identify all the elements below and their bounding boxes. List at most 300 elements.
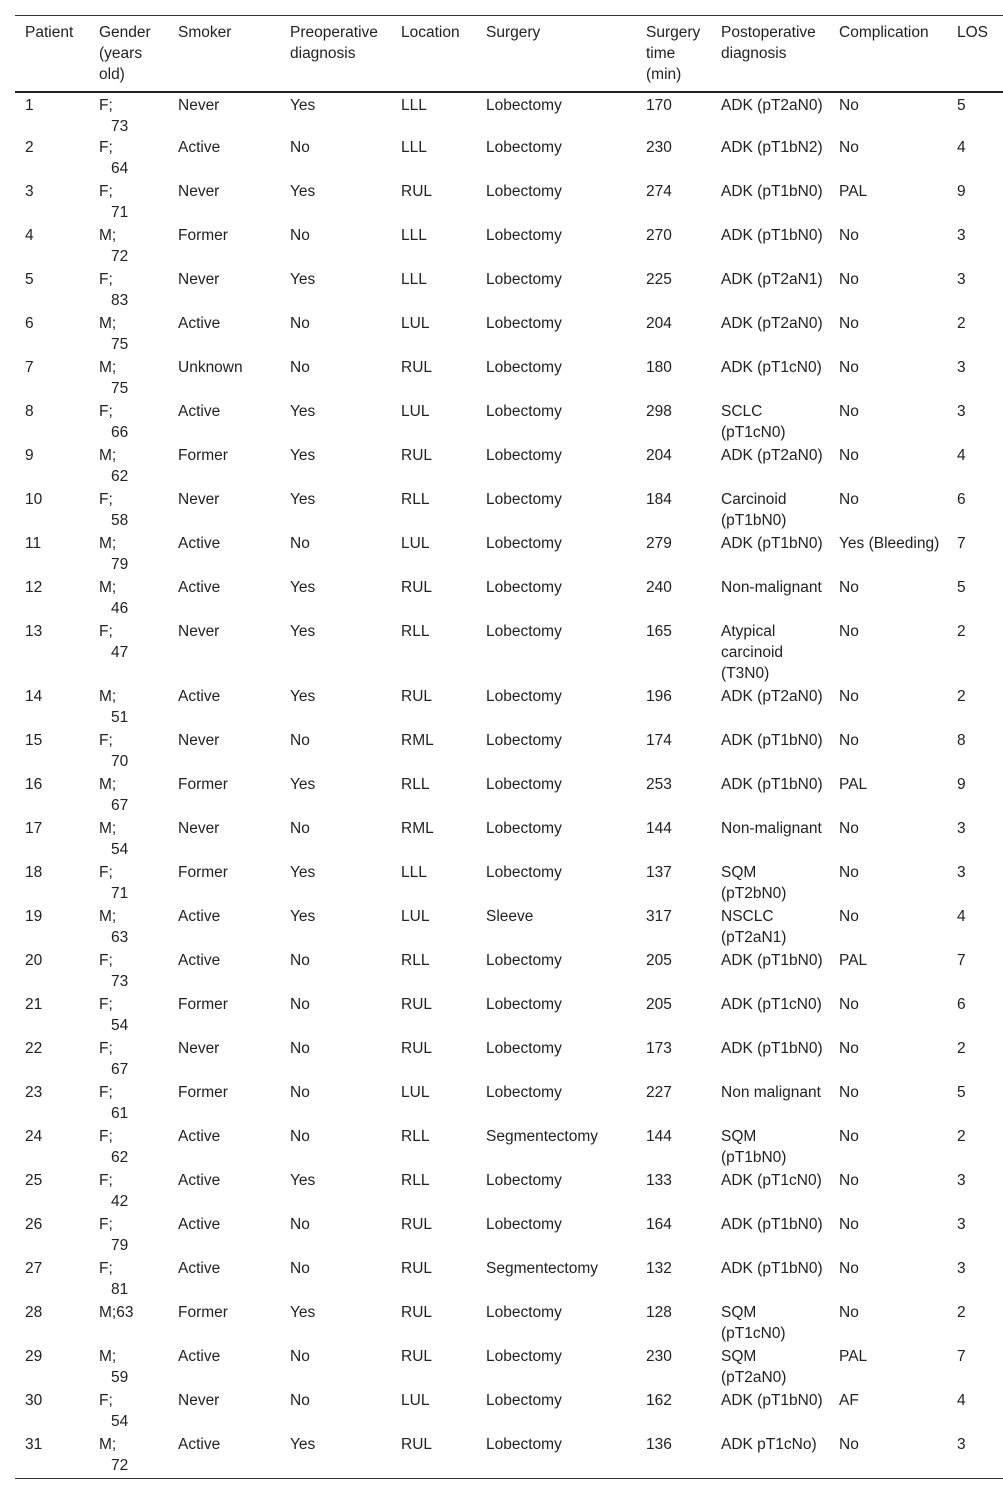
- cell-preoperative-diagnosis: No: [290, 1348, 310, 1365]
- table-row: [15, 1434, 1003, 1478]
- cell-location: RUL: [401, 1348, 433, 1365]
- cell-los: 3: [957, 403, 966, 420]
- cell-patient: 21: [25, 996, 43, 1013]
- cell-los: 3: [957, 1260, 966, 1277]
- cell-preoperative-diagnosis: Yes: [290, 776, 316, 793]
- age-value: 72: [111, 1457, 129, 1474]
- cell-postoperative-diagnosis: ADK (pT2aN0): [721, 315, 823, 332]
- gender-value: F;: [99, 183, 113, 200]
- cell-patient: 14: [25, 688, 43, 705]
- cell-location: RUL: [401, 688, 433, 705]
- cell-patient: 7: [25, 359, 34, 376]
- header-surgery-time: Surgery time (min): [646, 24, 701, 83]
- table-row: [15, 445, 1003, 489]
- cell-surgery: Lobectomy: [486, 491, 562, 508]
- cell-preoperative-diagnosis: Yes: [290, 908, 316, 925]
- table-row: [15, 489, 1003, 533]
- cell-gender: [89, 269, 168, 313]
- cell-surgery-time: 317: [646, 908, 672, 925]
- cell-los: 6: [957, 491, 966, 508]
- cell-patient: 18: [25, 864, 43, 881]
- table-row: [15, 137, 1003, 181]
- cell-smoker: Former: [178, 1304, 228, 1321]
- cell-smoker: Former: [178, 447, 228, 464]
- cell-surgery-time: 279: [646, 535, 672, 552]
- cell-surgery-time: 136: [646, 1436, 672, 1453]
- cell-postoperative-diagnosis: ADK (pT1bN0): [721, 1392, 823, 1409]
- cell-complication: No: [839, 996, 859, 1013]
- cell-complication: PAL: [839, 183, 868, 200]
- cell-preoperative-diagnosis: No: [290, 952, 310, 969]
- cell-preoperative-diagnosis: No: [290, 227, 310, 244]
- age-value: 75: [111, 380, 129, 397]
- cell-smoker: Never: [178, 732, 220, 749]
- gender-value: M;: [99, 579, 117, 596]
- header-los: LOS: [957, 24, 989, 41]
- header-row: [15, 16, 1003, 93]
- cell-smoker: Former: [178, 1084, 228, 1101]
- cell-preoperative-diagnosis: No: [290, 1216, 310, 1233]
- cell-complication: PAL: [839, 776, 868, 793]
- age-value: 67: [111, 797, 129, 814]
- cell-location: RUL: [401, 359, 433, 376]
- cell-smoker: Active: [178, 139, 221, 156]
- cell-surgery: Lobectomy: [486, 1084, 562, 1101]
- cell-surgery-time: 253: [646, 776, 672, 793]
- cell-gender: [89, 1126, 168, 1170]
- gender-value: M;: [99, 908, 117, 925]
- cell-smoker: Active: [178, 1436, 221, 1453]
- age-value: 73: [111, 973, 129, 990]
- cell-surgery-time: 173: [646, 1040, 672, 1057]
- table-row: [15, 1390, 1003, 1434]
- cell-postoperative-diagnosis: Non-malignant: [721, 820, 822, 837]
- cell-smoker: Active: [178, 1260, 221, 1277]
- cell-gender: [89, 225, 168, 269]
- gender-value: M;: [99, 447, 117, 464]
- cell-postoperative-diagnosis: ADK (pT1cN0): [721, 996, 822, 1013]
- cell-los: 5: [957, 1084, 966, 1101]
- cell-gender: [89, 181, 168, 225]
- header-complication: Complication: [839, 24, 929, 41]
- cell-location: LUL: [401, 1084, 430, 1101]
- cell-preoperative-diagnosis: No: [290, 1260, 310, 1277]
- cell-complication: No: [839, 688, 859, 705]
- age-value: 71: [111, 885, 129, 902]
- cell-postoperative-diagnosis: ADK (pT1bN0): [721, 535, 823, 552]
- cell-smoker: Never: [178, 183, 220, 200]
- cell-location: LLL: [401, 139, 427, 156]
- cell-postoperative-diagnosis: ADK (pT1cN0): [721, 359, 822, 376]
- gender-value: F;: [99, 1128, 113, 1145]
- cell-surgery: Lobectomy: [486, 1392, 562, 1409]
- cell-patient: 29: [25, 1348, 43, 1365]
- cell-location: RUL: [401, 447, 433, 464]
- cell-patient: 9: [25, 447, 34, 464]
- cell-gender: [89, 577, 168, 621]
- table-row: [15, 401, 1003, 445]
- header-surgery: Surgery: [486, 24, 541, 41]
- cell-surgery: Lobectomy: [486, 996, 562, 1013]
- gender-value: F;: [99, 271, 113, 288]
- cell-surgery-time: 240: [646, 579, 672, 596]
- cell-location: LUL: [401, 535, 430, 552]
- cell-gender: [89, 994, 168, 1038]
- cell-surgery-time: 205: [646, 952, 672, 969]
- cell-complication: No: [839, 1172, 859, 1189]
- cell-gender: [89, 1214, 168, 1258]
- cell-gender: [89, 1302, 168, 1346]
- cell-complication: No: [839, 315, 859, 332]
- gender-value: F;: [99, 1260, 113, 1277]
- cell-preoperative-diagnosis: Yes: [290, 1172, 316, 1189]
- cell-surgery: Segmentectomy: [486, 1128, 598, 1145]
- cell-patient: 15: [25, 732, 43, 749]
- cell-patient: 10: [25, 491, 43, 508]
- cell-location: RUL: [401, 1216, 433, 1233]
- cell-surgery-time: 227: [646, 1084, 672, 1101]
- cell-smoker: Active: [178, 908, 221, 925]
- table-row: [15, 1170, 1003, 1214]
- cell-postoperative-diagnosis: Carcinoid (pT1bN0): [721, 491, 787, 529]
- cell-location: RLL: [401, 623, 430, 640]
- age-value: 54: [111, 1017, 129, 1034]
- cell-los: 4: [957, 139, 966, 156]
- cell-surgery-time: 205: [646, 996, 672, 1013]
- cell-patient: 4: [25, 227, 34, 244]
- cell-location: RUL: [401, 996, 433, 1013]
- gender-value: M;: [99, 688, 117, 705]
- cell-location: RLL: [401, 1172, 430, 1189]
- cell-smoker: Former: [178, 776, 228, 793]
- cell-complication: PAL: [839, 952, 868, 969]
- cell-surgery-time: 274: [646, 183, 672, 200]
- cell-postoperative-diagnosis: ADK (pT1bN0): [721, 183, 823, 200]
- cell-postoperative-diagnosis: SQM (pT2bN0): [721, 864, 787, 902]
- cell-surgery: Segmentectomy: [486, 1260, 598, 1277]
- cell-location: LUL: [401, 403, 430, 420]
- cell-patient: 3: [25, 183, 34, 200]
- cell-complication: No: [839, 579, 859, 596]
- cell-los: 5: [957, 579, 966, 596]
- cell-complication: No: [839, 227, 859, 244]
- age-value: 79: [111, 1237, 129, 1254]
- cell-postoperative-diagnosis: SQM (pT2aN0): [721, 1348, 787, 1386]
- cell-patient: 2: [25, 139, 34, 156]
- cell-surgery-time: 225: [646, 271, 672, 288]
- table-row: [15, 1346, 1003, 1390]
- cell-preoperative-diagnosis: Yes: [290, 447, 316, 464]
- cell-surgery: Lobectomy: [486, 776, 562, 793]
- cell-patient: 31: [25, 1436, 43, 1453]
- cell-postoperative-diagnosis: ADK (pT1cN0): [721, 1172, 822, 1189]
- cell-complication: No: [839, 491, 859, 508]
- table-row: [15, 1214, 1003, 1258]
- table-row: [15, 818, 1003, 862]
- cell-los: 2: [957, 1304, 966, 1321]
- gender-value: M;: [99, 1436, 117, 1453]
- cell-postoperative-diagnosis: ADK (pT2aN0): [721, 97, 823, 114]
- cell-postoperative-diagnosis: SQM (pT1cN0): [721, 1304, 786, 1342]
- cell-postoperative-diagnosis: SCLC (pT1cN0): [721, 403, 786, 441]
- cell-location: RUL: [401, 1304, 433, 1321]
- cell-gender: [89, 906, 168, 950]
- cell-surgery: Lobectomy: [486, 359, 562, 376]
- cell-patient: 16: [25, 776, 43, 793]
- cell-surgery-time: 165: [646, 623, 672, 640]
- cell-complication: No: [839, 271, 859, 288]
- gender-value: F;: [99, 403, 113, 420]
- cell-patient: 13: [25, 623, 43, 640]
- cell-patient: 19: [25, 908, 43, 925]
- cell-preoperative-diagnosis: Yes: [290, 688, 316, 705]
- cell-postoperative-diagnosis: ADK (pT1bN0): [721, 1260, 823, 1277]
- cell-gender: [89, 445, 168, 489]
- cell-postoperative-diagnosis: SQM (pT1bN0): [721, 1128, 787, 1166]
- cell-smoker: Never: [178, 97, 220, 114]
- cell-preoperative-diagnosis: Yes: [290, 1436, 316, 1453]
- cell-location: LLL: [401, 271, 427, 288]
- cell-gender: [89, 1258, 168, 1302]
- gender-value: F;: [99, 1216, 113, 1233]
- cell-complication: No: [839, 403, 859, 420]
- cell-postoperative-diagnosis: Non-malignant: [721, 579, 822, 596]
- gender-value: M;: [99, 315, 117, 332]
- cell-surgery-time: 230: [646, 1348, 672, 1365]
- cell-location: RML: [401, 732, 434, 749]
- cell-patient: 30: [25, 1392, 43, 1409]
- cell-los: 5: [957, 97, 966, 114]
- gender-value: F;: [99, 491, 113, 508]
- cell-los: 7: [957, 535, 966, 552]
- cell-preoperative-diagnosis: No: [290, 996, 310, 1013]
- gender-value: M;: [99, 1348, 117, 1365]
- cell-smoker: Active: [178, 403, 221, 420]
- cell-preoperative-diagnosis: Yes: [290, 403, 316, 420]
- gender-value: M;: [99, 227, 117, 244]
- cell-surgery-time: 180: [646, 359, 672, 376]
- cell-location: RUL: [401, 183, 433, 200]
- patients-table: [15, 15, 1003, 1479]
- cell-complication: No: [839, 864, 859, 881]
- cell-complication: No: [839, 359, 859, 376]
- age-value: 70: [111, 753, 129, 770]
- cell-smoker: Never: [178, 491, 220, 508]
- table-row: [15, 92, 1003, 137]
- cell-surgery-time: 132: [646, 1260, 672, 1277]
- cell-preoperative-diagnosis: No: [290, 1040, 310, 1057]
- cell-postoperative-diagnosis: Non malignant: [721, 1084, 821, 1101]
- cell-postoperative-diagnosis: ADK (pT1bN0): [721, 227, 823, 244]
- cell-smoker: Active: [178, 1128, 221, 1145]
- cell-smoker: Never: [178, 820, 220, 837]
- header-postoperative-diagnosis: Postoperative diagnosis: [721, 24, 816, 62]
- cell-surgery: Lobectomy: [486, 1304, 562, 1321]
- cell-location: LLL: [401, 97, 427, 114]
- cell-preoperative-diagnosis: No: [290, 732, 310, 749]
- age-value: 42: [111, 1193, 129, 1210]
- cell-los: 3: [957, 820, 966, 837]
- cell-preoperative-diagnosis: Yes: [290, 623, 316, 640]
- table-row: [15, 533, 1003, 577]
- cell-smoker: Never: [178, 1040, 220, 1057]
- cell-preoperative-diagnosis: Yes: [290, 491, 316, 508]
- cell-surgery-time: 196: [646, 688, 672, 705]
- cell-surgery: Lobectomy: [486, 227, 562, 244]
- cell-complication: No: [839, 1084, 859, 1101]
- cell-complication: No: [839, 447, 859, 464]
- cell-preoperative-diagnosis: Yes: [290, 183, 316, 200]
- cell-gender: [89, 489, 168, 533]
- cell-complication: No: [839, 1128, 859, 1145]
- table-row: [15, 730, 1003, 774]
- cell-smoker: Active: [178, 535, 221, 552]
- cell-preoperative-diagnosis: Yes: [290, 97, 316, 114]
- header-gender: Gender (years old): [99, 24, 151, 83]
- cell-preoperative-diagnosis: No: [290, 139, 310, 156]
- cell-surgery: Lobectomy: [486, 447, 562, 464]
- cell-patient: 20: [25, 952, 43, 969]
- cell-location: RUL: [401, 579, 433, 596]
- cell-patient: 23: [25, 1084, 43, 1101]
- table-row: [15, 1258, 1003, 1302]
- cell-surgery-time: 170: [646, 97, 672, 114]
- cell-smoker: Active: [178, 579, 221, 596]
- cell-gender: [89, 401, 168, 445]
- cell-location: RLL: [401, 952, 430, 969]
- age-value: 46: [111, 600, 129, 617]
- cell-los: 3: [957, 271, 966, 288]
- cell-surgery: Lobectomy: [486, 952, 562, 969]
- cell-surgery: Lobectomy: [486, 97, 562, 114]
- cell-patient: 5: [25, 271, 34, 288]
- age-value: 62: [111, 468, 129, 485]
- cell-surgery: Lobectomy: [486, 183, 562, 200]
- cell-los: 4: [957, 447, 966, 464]
- cell-location: LUL: [401, 908, 430, 925]
- cell-gender: [89, 862, 168, 906]
- cell-patient: 11: [25, 535, 42, 552]
- cell-patient: 24: [25, 1128, 43, 1145]
- cell-postoperative-diagnosis: ADK (pT2aN0): [721, 447, 823, 464]
- cell-gender: [89, 1346, 168, 1390]
- cell-surgery-time: 133: [646, 1172, 672, 1189]
- cell-location: RLL: [401, 491, 430, 508]
- cell-surgery-time: 128: [646, 1304, 672, 1321]
- age-value: 63: [111, 929, 129, 946]
- cell-smoker: Former: [178, 996, 228, 1013]
- gender-value: F;: [99, 996, 113, 1013]
- cell-smoker: Former: [178, 227, 228, 244]
- table-body: [15, 92, 1003, 1478]
- table-row: [15, 621, 1003, 686]
- cell-surgery: Lobectomy: [486, 864, 562, 881]
- cell-surgery-time: 298: [646, 403, 672, 420]
- cell-preoperative-diagnosis: Yes: [290, 1304, 316, 1321]
- cell-smoker: Unknown: [178, 359, 243, 376]
- cell-surgery: Lobectomy: [486, 139, 562, 156]
- gender-value: M;: [99, 776, 117, 793]
- cell-smoker: Former: [178, 864, 228, 881]
- cell-complication: No: [839, 1260, 859, 1277]
- cell-surgery-time: 174: [646, 732, 672, 749]
- cell-gender: [89, 357, 168, 401]
- table-row: [15, 313, 1003, 357]
- cell-postoperative-diagnosis: Atypical carcinoid (T3N0): [721, 623, 784, 682]
- cell-complication: AF: [839, 1392, 859, 1409]
- cell-los: 7: [957, 1348, 966, 1365]
- cell-preoperative-diagnosis: No: [290, 359, 310, 376]
- cell-los: 9: [957, 776, 966, 793]
- gender-value: M;: [99, 820, 117, 837]
- cell-smoker: Active: [178, 952, 221, 969]
- cell-gender: [89, 92, 168, 137]
- cell-patient: 27: [25, 1260, 43, 1277]
- table-row: [15, 1038, 1003, 1082]
- cell-los: 3: [957, 1172, 966, 1189]
- cell-surgery: Lobectomy: [486, 688, 562, 705]
- cell-gender: [89, 1038, 168, 1082]
- cell-complication: No: [839, 1436, 859, 1453]
- cell-patient: 17: [25, 820, 43, 837]
- cell-patient: 12: [25, 579, 43, 596]
- cell-preoperative-diagnosis: No: [290, 1084, 310, 1101]
- cell-location: RLL: [401, 776, 430, 793]
- cell-location: RLL: [401, 1128, 430, 1145]
- cell-complication: No: [839, 623, 859, 640]
- cell-surgery: Lobectomy: [486, 1040, 562, 1057]
- header-location: Location: [401, 24, 460, 41]
- cell-gender: [89, 1390, 168, 1434]
- gender-value: M;63: [99, 1304, 134, 1321]
- cell-los: 2: [957, 1040, 966, 1057]
- cell-patient: 1: [25, 97, 34, 114]
- table-row: [15, 686, 1003, 730]
- cell-postoperative-diagnosis: ADK (pT1bN0): [721, 1040, 823, 1057]
- cell-postoperative-diagnosis: ADK (pT1bN0): [721, 776, 823, 793]
- cell-gender: [89, 533, 168, 577]
- cell-los: 4: [957, 908, 966, 925]
- age-value: 75: [111, 336, 129, 353]
- age-value: 71: [111, 204, 129, 221]
- cell-smoker: Never: [178, 1392, 220, 1409]
- cell-location: RML: [401, 820, 434, 837]
- age-value: 47: [111, 644, 129, 661]
- gender-value: F;: [99, 864, 113, 881]
- cell-complication: No: [839, 1040, 859, 1057]
- cell-complication: No: [839, 732, 859, 749]
- cell-gender: [89, 950, 168, 994]
- cell-complication: PAL: [839, 1348, 868, 1365]
- cell-surgery: Lobectomy: [486, 820, 562, 837]
- cell-los: 3: [957, 1216, 966, 1233]
- cell-surgery: Sleeve: [486, 908, 534, 925]
- cell-gender: [89, 1082, 168, 1126]
- cell-surgery: Lobectomy: [486, 1172, 562, 1189]
- cell-surgery-time: 162: [646, 1392, 672, 1409]
- header-patient: Patient: [25, 24, 74, 41]
- cell-patient: 28: [25, 1304, 43, 1321]
- cell-los: 9: [957, 183, 966, 200]
- cell-surgery-time: 230: [646, 139, 672, 156]
- cell-patient: 8: [25, 403, 34, 420]
- cell-complication: No: [839, 1304, 859, 1321]
- cell-location: LUL: [401, 315, 430, 332]
- table-row: [15, 862, 1003, 906]
- cell-patient: 25: [25, 1172, 43, 1189]
- gender-value: F;: [99, 623, 113, 640]
- cell-preoperative-diagnosis: No: [290, 1392, 310, 1409]
